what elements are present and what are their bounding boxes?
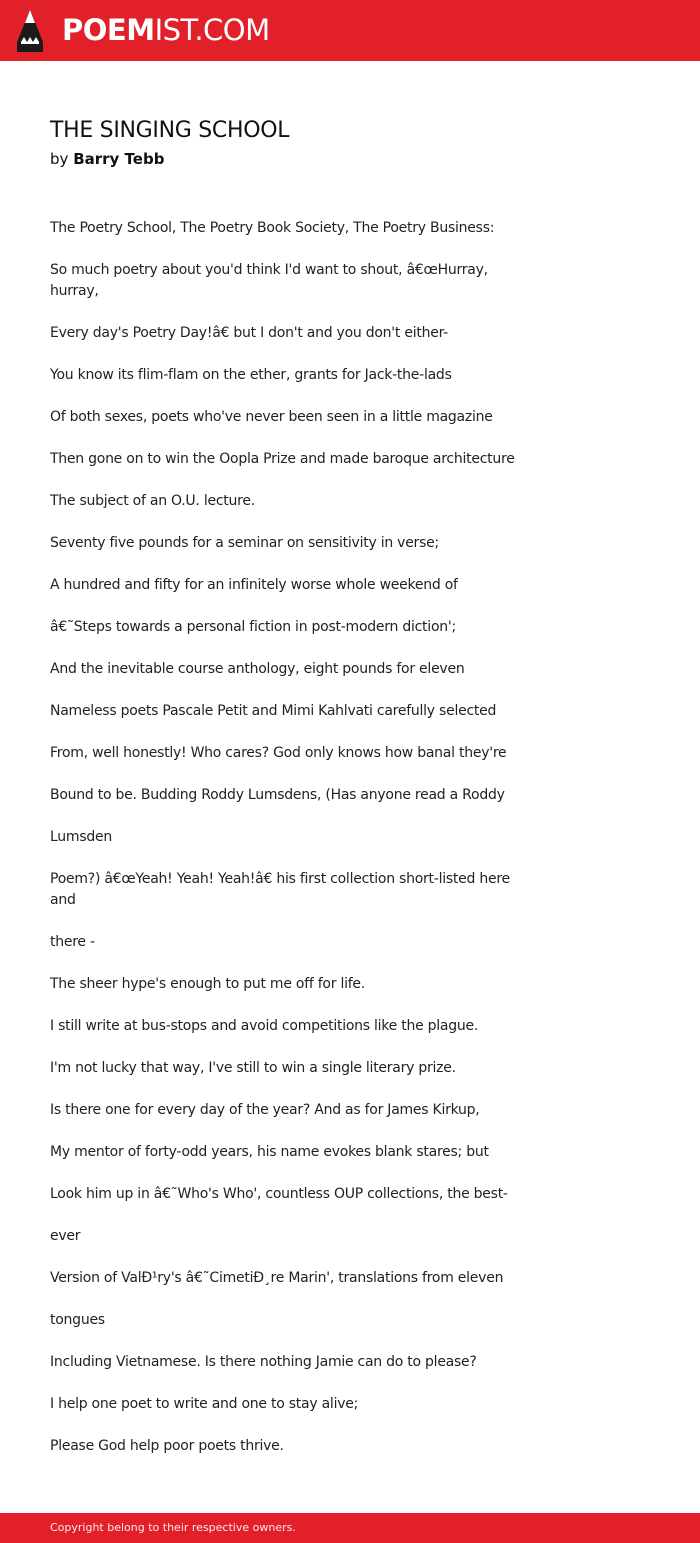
poem-line: The Poetry School, The Poetry Book Society, The Poetry Business:	[50, 220, 495, 236]
poem-line: Lumsden	[50, 829, 112, 845]
poem-line: Is there one for every day of the year? And as for James Kirkup,	[50, 1102, 480, 1118]
poem-line: I'm not lucky that way, I've still to win a single literary prize.	[50, 1060, 456, 1076]
site-header	[0, 0, 700, 61]
copyright-notice: Copyright belong to their respective owners.	[50, 1521, 296, 1534]
byline	[50, 149, 164, 169]
poem-line: You know its flim-flam on the ether, grants for Jack-the-lads	[50, 367, 452, 383]
site-footer	[0, 1513, 700, 1543]
poem-line: there -	[50, 934, 95, 950]
poem-line: And the inevitable course anthology, eight pounds for eleven	[50, 661, 465, 677]
poem-line: Please God help poor poets thrive.	[50, 1438, 284, 1454]
poem-line: Version of ValÐ¹ry's â€˜CimetiÐ¸re Marin', translations from eleven	[50, 1270, 504, 1286]
poem-line: Poem?) â€œYeah! Yeah! Yeah!â€ his first collection short-listed here and	[50, 871, 510, 908]
poem-line: Look him up in â€˜Who's Who', countless OUP collections, the best-	[50, 1186, 508, 1202]
brand-bold: POEM	[62, 13, 155, 47]
poem-title: THE SINGING SCHOOL	[50, 118, 290, 143]
poem-line: Including Vietnamese. Is there nothing Jamie can do to please?	[50, 1354, 477, 1370]
author-name[interactable]: Barry Tebb	[73, 150, 165, 168]
site-logo[interactable]	[62, 11, 270, 49]
poem-line: I still write at bus-stops and avoid competitions like the plague.	[50, 1018, 479, 1034]
poem-line: So much poetry about you'd think I'd want to shout, â€œHurray, hurray,	[50, 262, 488, 299]
poem-line: From, well honestly! Who cares? God only knows how banal they're	[50, 745, 507, 761]
poem-line: Bound to be. Budding Roddy Lumsdens, (Has anyone read a Roddy	[50, 787, 505, 803]
poem-line: Seventy five pounds for a seminar on sensitivity in verse;	[50, 535, 439, 551]
poem-line: â€˜Steps towards a personal fiction in post-modern diction';	[50, 619, 456, 635]
by-label: by	[50, 150, 69, 168]
poem-body	[50, 218, 520, 1478]
poem-line: Every day's Poetry Day!â€ but I don't and you don't either-	[50, 325, 448, 341]
poem-line: Then gone on to win the Oopla Prize and made baroque architecture	[50, 451, 515, 467]
poem-line: I help one poet to write and one to stay alive;	[50, 1396, 359, 1412]
pencil-tip-icon[interactable]	[16, 9, 44, 53]
poem-line: ever	[50, 1228, 81, 1244]
poem-line: tongues	[50, 1312, 105, 1328]
poem-line: The subject of an O.U. lecture.	[50, 493, 255, 509]
poem-line: Of both sexes, poets who've never been seen in a little magazine	[50, 409, 493, 425]
poem-line: The sheer hype's enough to put me off for life.	[50, 976, 365, 992]
poem-line: Nameless poets Pascale Petit and Mimi Kahlvati carefully selected	[50, 703, 497, 719]
brand-light: IST.COM	[154, 13, 270, 47]
poem-line: My mentor of forty-odd years, his name evokes blank stares; but	[50, 1144, 489, 1160]
poem-line: A hundred and fifty for an infinitely worse whole weekend of	[50, 577, 458, 593]
